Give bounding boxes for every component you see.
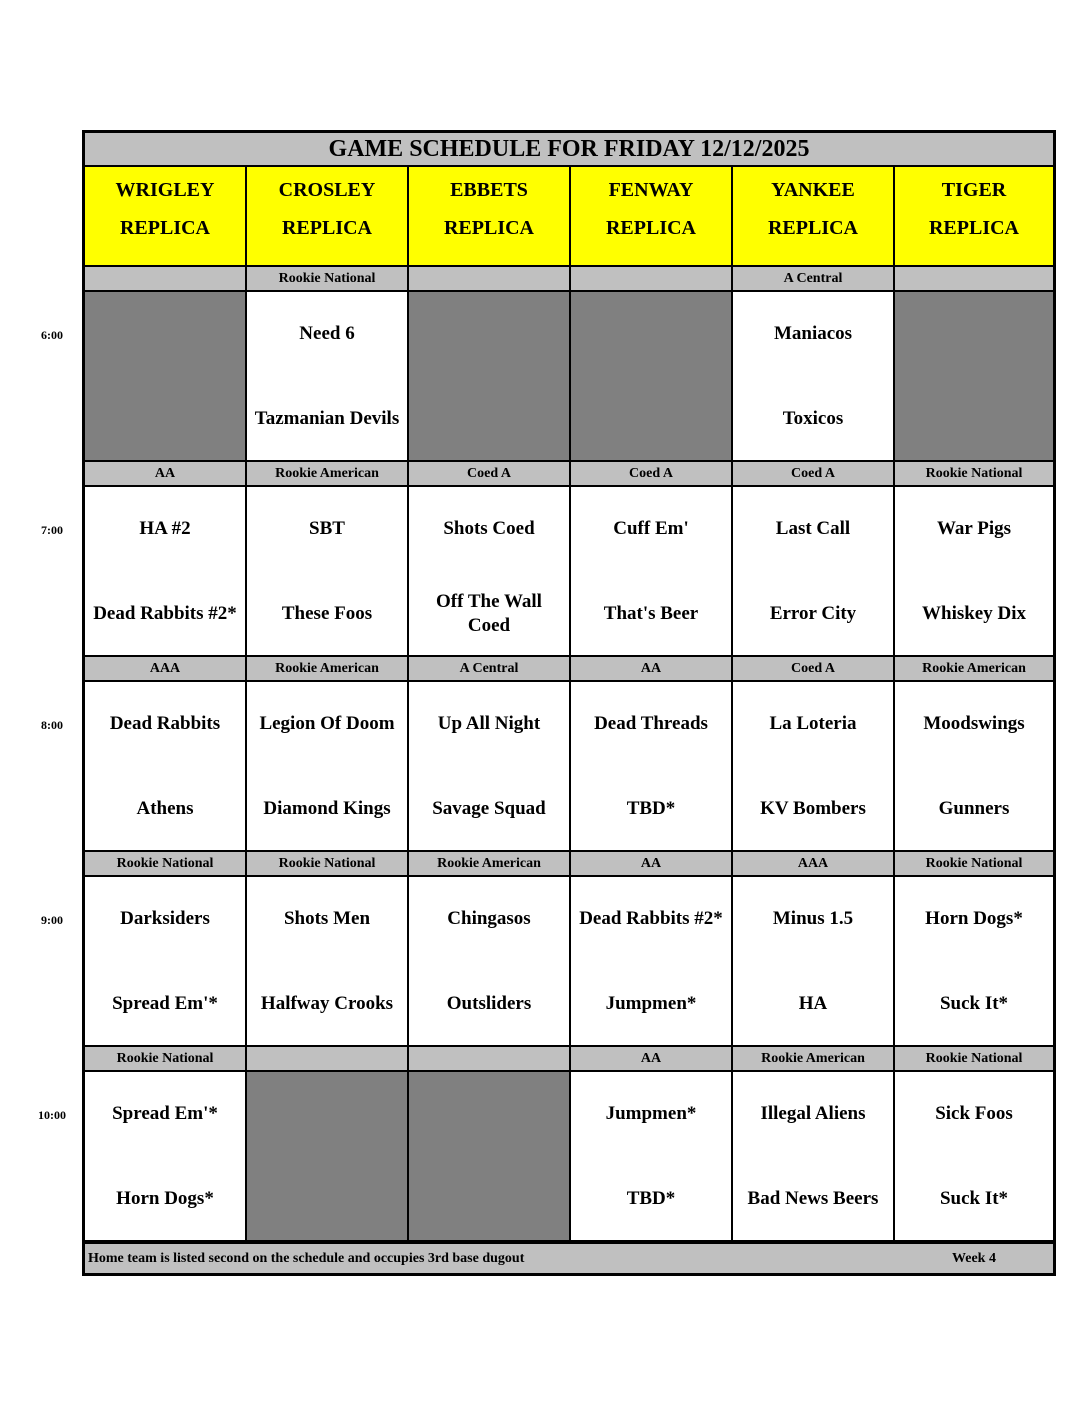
game-cell <box>895 1072 1053 1242</box>
game-cell <box>733 292 895 462</box>
field-header <box>247 167 409 267</box>
home-team: HA <box>798 993 828 1014</box>
schedule-table <box>82 130 1056 1276</box>
division-label: Rookie National <box>85 852 247 877</box>
home-team: These Foos <box>281 603 373 624</box>
home-team-note: Home team is listed second on the schedule and occupies 3rd base dugout <box>88 1251 525 1266</box>
home-team: Spread Em'* <box>112 993 218 1014</box>
home-team: Diamond Kings <box>263 798 391 819</box>
empty-slot <box>895 292 1053 462</box>
away-team: Darksiders <box>120 908 210 929</box>
home-team: Outsliders <box>446 993 532 1014</box>
home-team: Athens <box>136 798 194 819</box>
field-header <box>733 167 895 267</box>
away-team: Jumpmen* <box>605 1103 697 1124</box>
game-cell <box>85 487 247 657</box>
division-label: Coed A <box>733 657 895 682</box>
division-label: Rookie National <box>895 852 1053 877</box>
away-team: Shots Coed <box>443 518 535 539</box>
away-team: Cuff Em' <box>613 518 689 539</box>
field-header <box>85 167 247 267</box>
field-header <box>571 167 733 267</box>
field-name: FENWAY <box>608 179 694 201</box>
home-team: Horn Dogs* <box>116 1188 214 1209</box>
field-subtitle: REPLICA <box>605 217 696 239</box>
home-team: Off The Wall Coed <box>436 591 542 636</box>
field-subtitle: REPLICA <box>281 217 372 239</box>
away-team: Dead Rabbits <box>109 713 221 734</box>
time-label: 9:00 <box>41 913 63 927</box>
game-cell <box>247 487 409 657</box>
game-cell <box>247 682 409 852</box>
home-team: Whiskey Dix <box>922 603 1026 624</box>
away-team: Spread Em'* <box>112 1103 218 1124</box>
away-team: Minus 1.5 <box>772 908 854 929</box>
division-label: AA <box>85 462 247 487</box>
field-header <box>409 167 571 267</box>
field-name: TIGER <box>941 179 1007 201</box>
division-label: Rookie National <box>247 852 409 877</box>
division-label: Rookie American <box>895 657 1053 682</box>
game-cell <box>85 682 247 852</box>
division-label: AA <box>571 657 733 682</box>
time-label: 8:00 <box>41 718 63 732</box>
field-subtitle: REPLICA <box>767 217 858 239</box>
field-name: YANKEE <box>771 179 855 201</box>
home-team: Tazmanian Devils <box>254 408 400 429</box>
away-team: HA #2 <box>139 518 191 539</box>
home-team: Suck It* <box>939 993 1009 1014</box>
home-team: Gunners <box>938 798 1010 819</box>
division-label: A Central <box>409 657 571 682</box>
away-team: Illegal Aliens <box>760 1103 866 1124</box>
game-cell <box>571 682 733 852</box>
away-team: Legion Of Doom <box>259 713 395 734</box>
away-team: Chingasos <box>447 908 531 929</box>
division-label: Coed A <box>571 462 733 487</box>
empty-slot <box>409 1072 571 1242</box>
home-team: Savage Squad <box>432 798 546 819</box>
away-team: Need 6 <box>299 323 355 344</box>
away-team: Maniacos <box>773 323 853 344</box>
division-label <box>247 1047 409 1072</box>
game-cell <box>733 682 895 852</box>
away-team: SBT <box>309 518 345 539</box>
game-cell <box>733 487 895 657</box>
division-label: AAA <box>733 852 895 877</box>
division-label: Rookie American <box>247 462 409 487</box>
game-cell <box>571 877 733 1047</box>
game-cell <box>409 487 571 657</box>
empty-slot <box>85 292 247 462</box>
game-cell <box>409 877 571 1047</box>
division-label: Rookie American <box>409 852 571 877</box>
division-label: AAA <box>85 657 247 682</box>
schedule-footer <box>85 1244 1053 1273</box>
game-cell <box>85 877 247 1047</box>
game-cell <box>895 487 1053 657</box>
field-subtitle: REPLICA <box>443 217 534 239</box>
away-team: Dead Rabbits #2* <box>579 908 723 929</box>
away-team: War Pigs <box>936 518 1012 539</box>
home-team: KV Bombers <box>760 798 866 819</box>
game-cell <box>895 877 1053 1047</box>
home-team: Jumpmen* <box>605 993 697 1014</box>
game-cell <box>247 877 409 1047</box>
game-cell <box>571 1072 733 1242</box>
field-subtitle: REPLICA <box>119 217 210 239</box>
away-team: Sick Foos <box>935 1103 1013 1124</box>
game-cell <box>733 1072 895 1242</box>
field-name: WRIGLEY <box>115 179 215 201</box>
home-team: Suck It* <box>939 1188 1009 1209</box>
home-team: Bad News Beers <box>747 1188 879 1209</box>
empty-slot <box>571 292 733 462</box>
empty-slot <box>409 292 571 462</box>
time-label: 7:00 <box>41 523 63 537</box>
time-label: 10:00 <box>38 1108 66 1122</box>
division-label: Coed A <box>409 462 571 487</box>
game-cell <box>895 682 1053 852</box>
division-label <box>85 267 247 292</box>
field-header <box>895 167 1053 267</box>
home-team: Toxicos <box>782 408 844 429</box>
away-team: Dead Threads <box>594 713 708 734</box>
division-label: Rookie National <box>85 1047 247 1072</box>
game-cell <box>247 292 409 462</box>
division-label <box>895 267 1053 292</box>
division-label: Coed A <box>733 462 895 487</box>
schedule-title: GAME SCHEDULE FOR FRIDAY 12/12/2025 <box>85 133 1053 167</box>
field-name: EBBETS <box>450 179 528 201</box>
game-cell <box>85 1072 247 1242</box>
away-team: La Loteria <box>769 713 857 734</box>
away-team: Last Call <box>775 518 851 539</box>
home-team: That's Beer <box>603 603 699 624</box>
division-label <box>409 267 571 292</box>
away-team: Moodswings <box>923 713 1025 734</box>
division-label: Rookie American <box>733 1047 895 1072</box>
away-team: Up All Night <box>437 713 541 734</box>
home-team: Halfway Crooks <box>260 993 394 1014</box>
division-label <box>409 1047 571 1072</box>
home-team: TBD* <box>626 1188 676 1209</box>
empty-slot <box>247 1072 409 1242</box>
away-team: Horn Dogs* <box>925 908 1023 929</box>
game-cell <box>571 487 733 657</box>
division-label: Rookie National <box>895 462 1053 487</box>
field-name: CROSLEY <box>278 179 376 201</box>
away-team: Shots Men <box>283 908 371 929</box>
home-team: TBD* <box>626 798 676 819</box>
game-cell <box>409 682 571 852</box>
division-label: AA <box>571 852 733 877</box>
week-label: Week 4 <box>952 1251 996 1266</box>
division-label <box>571 267 733 292</box>
home-team: Error City <box>769 603 857 624</box>
division-label: Rookie American <box>247 657 409 682</box>
time-label: 6:00 <box>41 328 63 342</box>
field-subtitle: REPLICA <box>928 217 1019 239</box>
division-label: A Central <box>733 267 895 292</box>
home-team: Dead Rabbits #2* <box>93 603 237 624</box>
division-label: AA <box>571 1047 733 1072</box>
division-label: Rookie National <box>247 267 409 292</box>
game-cell <box>733 877 895 1047</box>
division-label: Rookie National <box>895 1047 1053 1072</box>
